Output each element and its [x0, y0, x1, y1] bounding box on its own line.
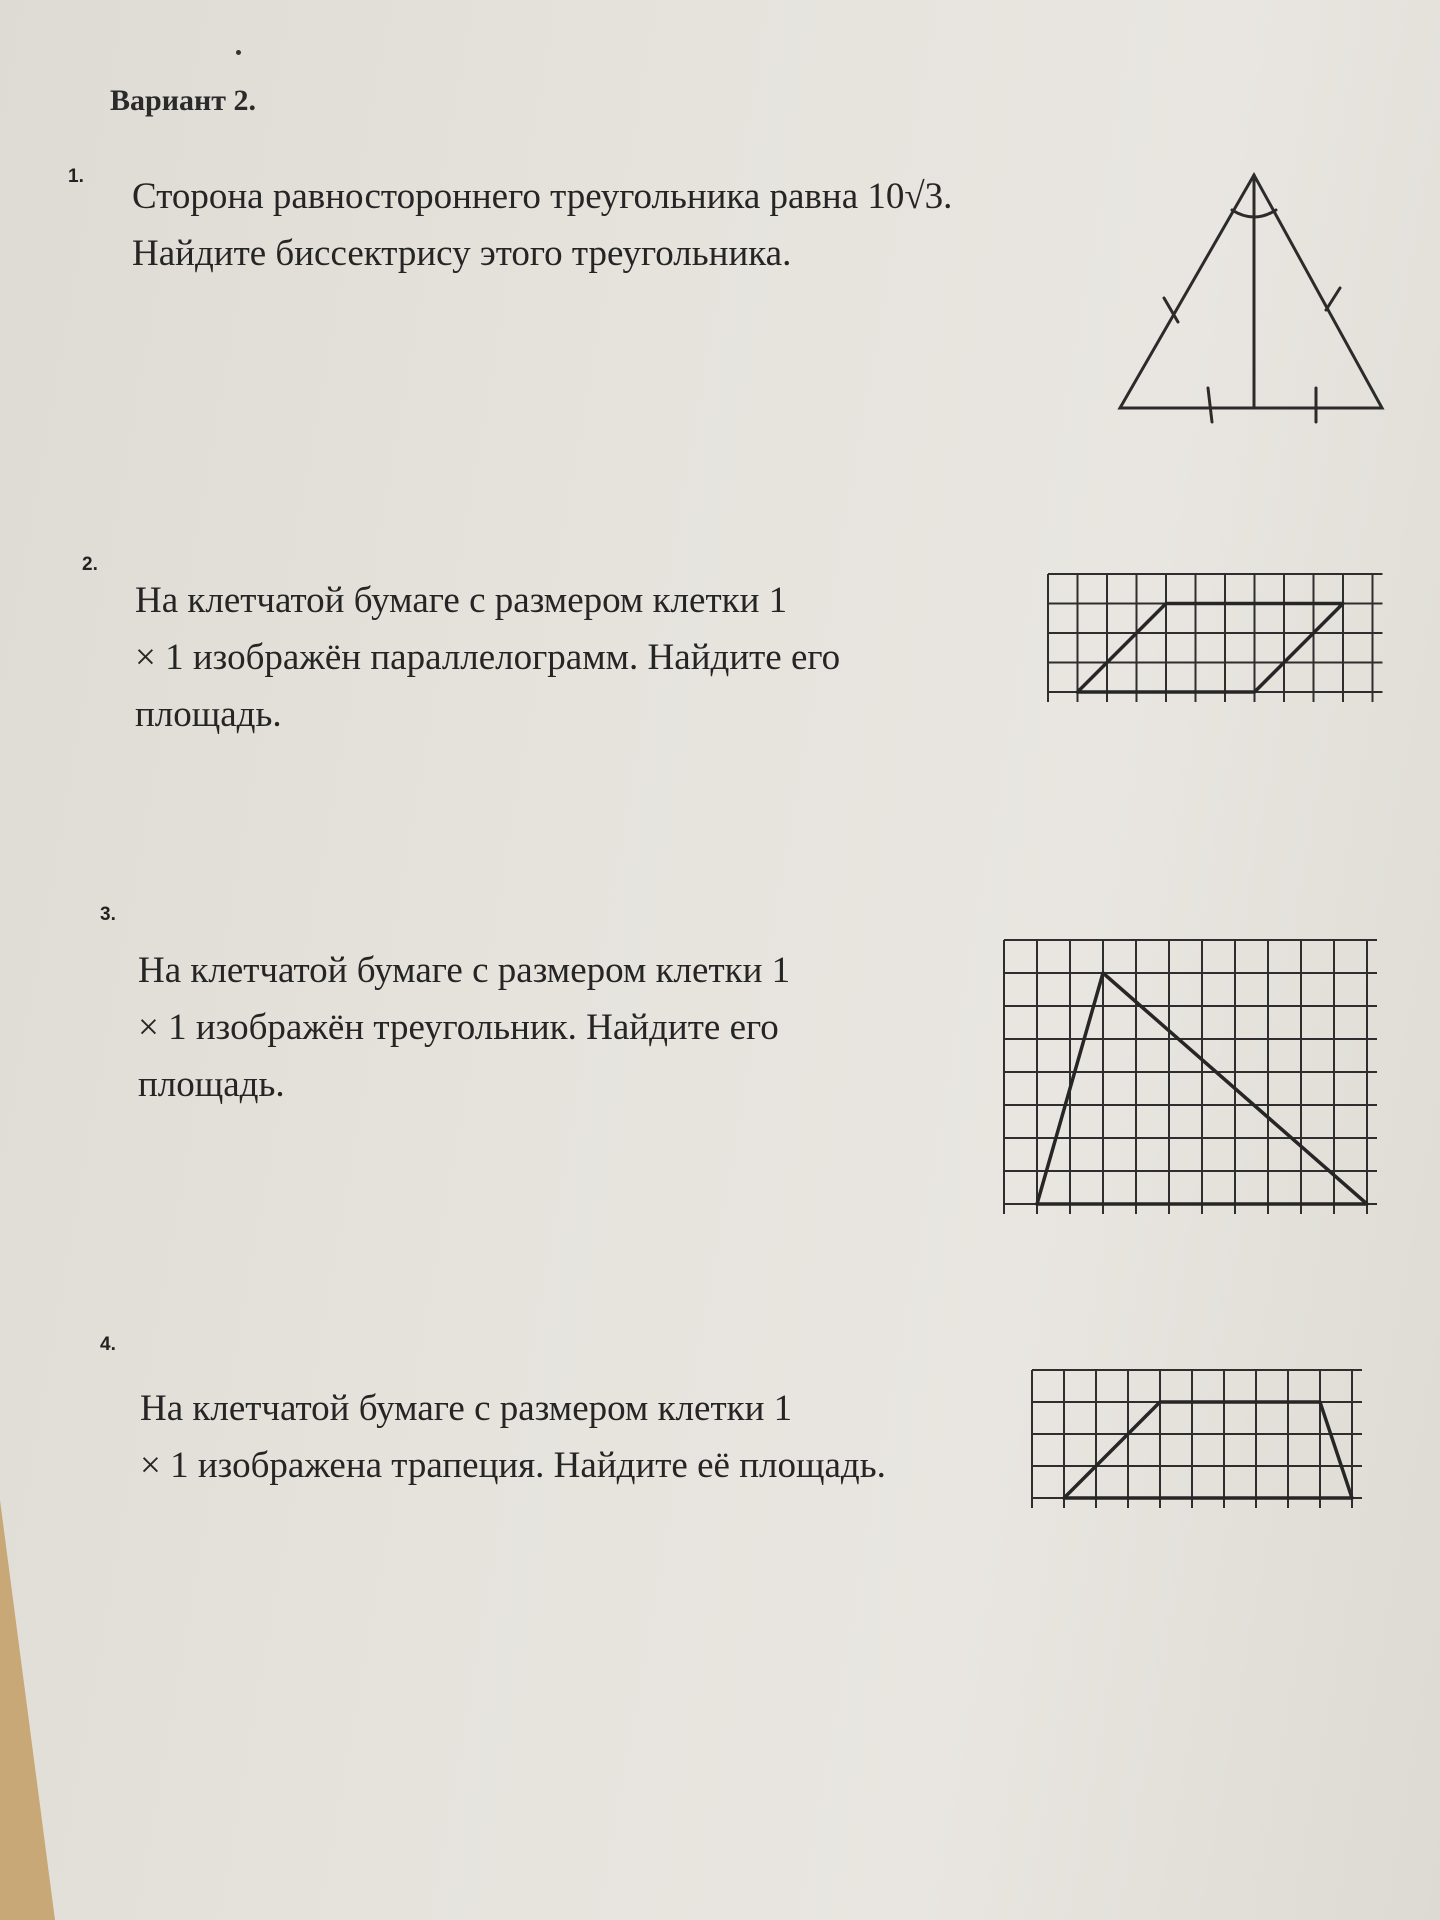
problem-3-line-2: × 1 изображён треугольник. Найдите его — [138, 1007, 779, 1048]
parallelogram-grid — [1048, 572, 1388, 732]
problem-1-number: 1. — [68, 166, 84, 187]
problem-4-line-2: × 1 изображена трапеция. Найдите её площадь. — [140, 1445, 886, 1486]
triangle-outline — [1120, 175, 1382, 408]
base-tick-left — [1208, 388, 1212, 422]
problem-2-line-3: площадь. — [135, 694, 282, 735]
equilateral-triangle-figure — [1100, 160, 1400, 420]
problem-2-text — [135, 572, 1045, 743]
trapezoid-shape — [1064, 1402, 1352, 1498]
problem-1-line-2: Найдите биссектрису этого треугольника. — [132, 233, 792, 274]
problem-1-text — [132, 168, 1117, 282]
problem-4-text — [140, 1380, 1020, 1494]
triangle-grid — [1000, 938, 1390, 1228]
problem-2-number: 2. — [82, 554, 98, 575]
side-tick-right — [1326, 288, 1340, 310]
problem-3-line-3: площадь. — [138, 1064, 285, 1105]
parallelogram-shape — [1078, 604, 1344, 693]
problem-3-line-1: На клетчатой бумаге с размером клетки 1 — [138, 950, 791, 991]
problem-2-line-1: На клетчатой бумаге с размером клетки 1 — [135, 580, 788, 621]
problem-4-number: 4. — [100, 1334, 116, 1355]
trapezoid-grid — [1028, 1368, 1368, 1548]
problem-3-text — [138, 942, 1000, 1113]
ink-dot — [236, 50, 241, 55]
variant-title: Вариант 2. — [110, 84, 257, 117]
problem-3-number: 3. — [100, 904, 116, 925]
problem-2-line-2: × 1 изображён параллелограмм. Найдите его — [135, 637, 841, 678]
problem-1-line-1: Сторона равностороннего треугольника равна 10√3. — [132, 176, 953, 217]
problem-4-line-1: На клетчатой бумаге с размером клетки 1 — [140, 1388, 793, 1429]
